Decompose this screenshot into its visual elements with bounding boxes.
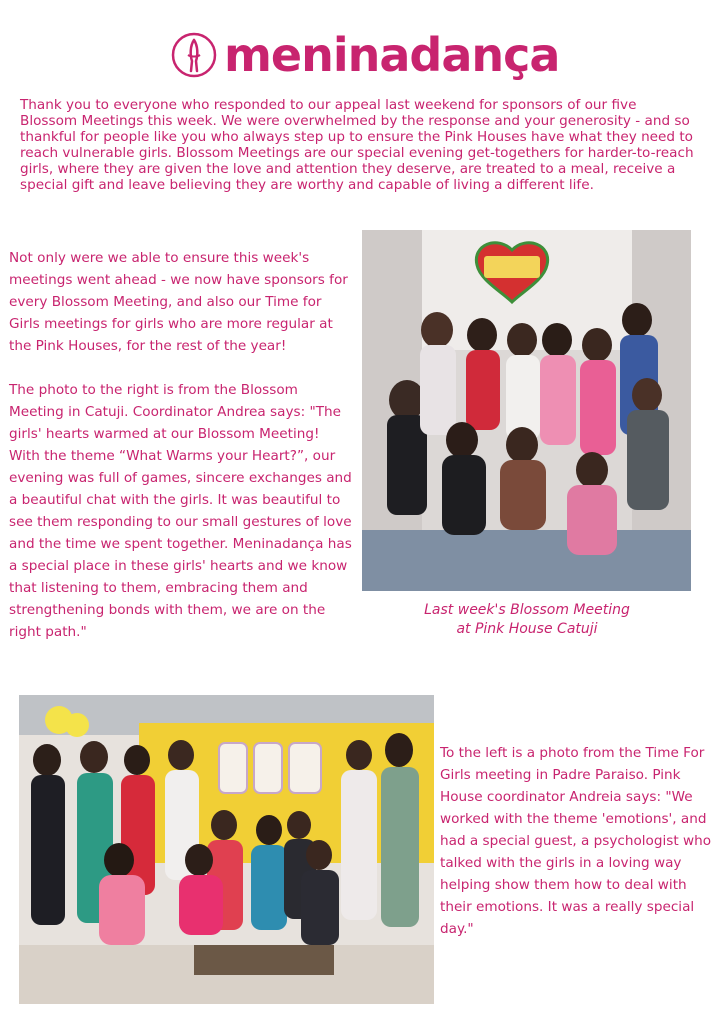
intro-paragraph: Thank you to everyone who responded to our appeal last weekend for sponsors of our five Blossom Meetings this week. We were overwhelmed by the response and your generosity - and so thankful for people like you who always step up to ensure the Pink Houses have what they need to reach vulnerable girls. Blossom Meetings are our special evening get-togethers for harder-to-reach girls, where they are given the love and attention they deserve, are treated to a meal, receive a special gift and leave believing they are worthy and capable of living a different life.: [20, 97, 694, 193]
brand-name: meninadança: [224, 28, 560, 82]
time-for-girls-photo: [19, 695, 434, 1004]
photo-caption: [392, 601, 662, 639]
section2-paragraph: To the left is a photo from the Time For Girls meeting in Padre Paraiso. Pink House coordinator Andreia says: "We worked with the theme 'emotions', and had a special guest, a psychologist who talked with the girls in a loving way helping show them how to deal with their emotions. It was a really special day.": [440, 745, 712, 937]
photo-caption-line-2: at Pink House Catuji: [456, 621, 598, 637]
blossom-meeting-photo: [362, 230, 691, 591]
section1-paragraph-2: The photo to the right is from the Blossom Meeting in Catuji. Coordinator Andrea says: "The girls' hearts warmed at our Blossom Meeting! With the theme “What Warms your Heart?”, our evening was full of games, sincere exchanges and a beautiful chat with the girls. It was beautiful to see them responding to our small gestures of love and the time we spent together. Meninadança has a special place in these girls' hearts and we know that listening to them, embracing them and strengthening bonds with them, we are on the right path.": [9, 382, 352, 640]
brand-logo: [170, 22, 560, 88]
ballerina-icon: [170, 31, 218, 79]
section1-paragraph-1: Not only were we able to ensure this week's meetings went ahead - we now have sponsors for every Blossom Meeting, and also our Time for Girls meetings for girls who are more regular at the Pink Houses, for the rest of the year!: [9, 250, 348, 354]
photo-caption-line-1: Last week's Blossom Meeting: [424, 602, 630, 618]
section1-text: [9, 247, 354, 665]
